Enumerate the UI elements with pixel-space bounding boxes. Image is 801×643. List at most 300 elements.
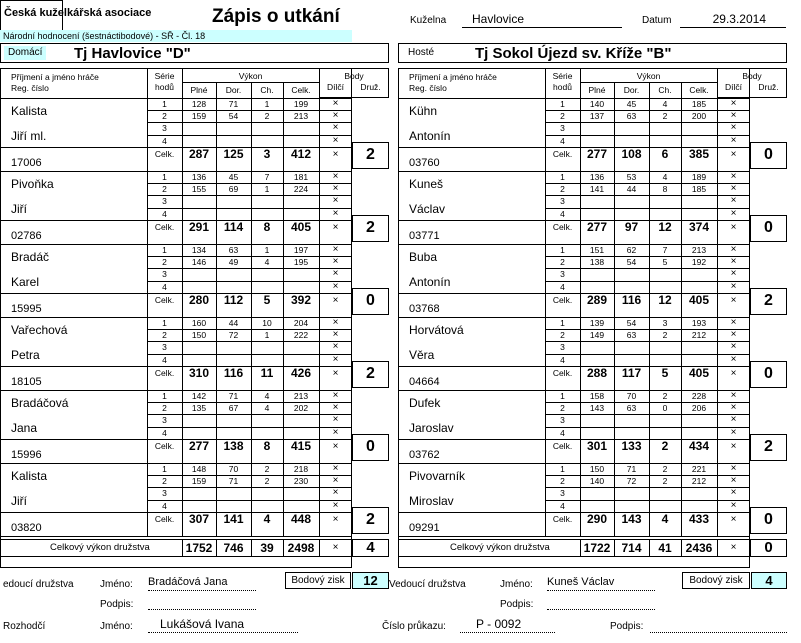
- guest-series-value[interactable]: [649, 500, 681, 512]
- home-series-value[interactable]: 202: [293, 403, 309, 414]
- guest-series-value[interactable]: [649, 414, 681, 426]
- guest-series-value[interactable]: [614, 427, 649, 439]
- guest-series-value[interactable]: 200: [691, 111, 707, 122]
- home-series-value[interactable]: [251, 195, 283, 207]
- home-series-value[interactable]: 72: [228, 330, 239, 341]
- home-series-value[interactable]: [216, 487, 251, 499]
- guest-series-value[interactable]: 137: [589, 111, 605, 122]
- guest-team-total-value: 714: [621, 541, 642, 555]
- home-series-value[interactable]: 128: [191, 99, 207, 109]
- guest-series-value[interactable]: 2: [662, 476, 668, 487]
- guest-team-total-points: 0: [764, 539, 773, 556]
- home-series-value[interactable]: 8: [263, 438, 271, 453]
- card-number[interactable]: [460, 617, 555, 633]
- guest-series-value[interactable]: 63: [626, 403, 637, 414]
- home-series-value[interactable]: 146: [191, 257, 207, 268]
- home-sign-field[interactable]: [148, 596, 256, 610]
- home-series-value[interactable]: 116: [223, 365, 244, 380]
- guest-series-value[interactable]: 151: [589, 245, 605, 255]
- guest-col-line: [649, 171, 650, 244]
- home-series-value[interactable]: 3: [263, 146, 271, 161]
- guest-series-value[interactable]: [681, 281, 717, 293]
- home-series-value[interactable]: 125: [223, 146, 244, 161]
- guest-series-value[interactable]: [649, 195, 681, 207]
- home-series-value[interactable]: [216, 195, 251, 207]
- guest-series-value[interactable]: [580, 122, 614, 134]
- home-series-value[interactable]: [283, 341, 319, 353]
- guest-series-value[interactable]: [681, 354, 717, 366]
- guest-series-value[interactable]: [580, 500, 614, 512]
- home-series-value[interactable]: 160: [191, 318, 207, 328]
- home-series-value[interactable]: 135: [191, 403, 207, 414]
- home-series-value[interactable]: 197: [293, 245, 309, 255]
- home-col-points: Body: [344, 71, 364, 81]
- guest-series-value[interactable]: [649, 281, 681, 293]
- home-series-value[interactable]: 63: [228, 245, 239, 255]
- home-series-value[interactable]: 4: [264, 391, 270, 401]
- guest-leader-name[interactable]: Kuneš Václav: [547, 576, 655, 591]
- home-series-value[interactable]: [182, 195, 216, 207]
- guest-series-value[interactable]: 4: [662, 172, 668, 182]
- home-series-value[interactable]: 112: [223, 292, 244, 307]
- home-series-value[interactable]: [283, 487, 319, 499]
- home-col-line: [283, 171, 284, 244]
- guest-partial-points: ×: [730, 98, 737, 109]
- home-series-value[interactable]: 4: [264, 257, 270, 268]
- home-col-line: [283, 463, 284, 536]
- home-series-value[interactable]: 71: [228, 476, 239, 487]
- home-series-value[interactable]: [283, 135, 319, 147]
- guest-reg-line: [398, 439, 545, 440]
- home-series-value[interactable]: [182, 341, 216, 353]
- guest-hdr-hline: [580, 82, 717, 83]
- guest-series-row: [545, 427, 750, 439]
- home-series-value[interactable]: 412: [290, 146, 312, 161]
- guest-partial-points: ×: [730, 244, 737, 255]
- home-series-value[interactable]: [283, 268, 319, 280]
- guest-series-value[interactable]: 63: [626, 330, 637, 341]
- guest-col-line: [580, 244, 581, 317]
- home-series-value[interactable]: 71: [228, 99, 239, 109]
- home-col-line: [251, 98, 252, 171]
- home-series-value[interactable]: 142: [191, 391, 207, 401]
- home-series-value[interactable]: [182, 268, 216, 280]
- home-series-value[interactable]: [283, 414, 319, 426]
- guest-series-value[interactable]: [681, 208, 717, 220]
- home-series-value[interactable]: 2: [264, 111, 270, 122]
- home-series-value[interactable]: 230: [293, 476, 309, 487]
- guest-series-value[interactable]: [681, 135, 717, 147]
- guest-series-value[interactable]: 228: [691, 391, 707, 401]
- home-series-value[interactable]: [283, 122, 319, 134]
- guest-series-value[interactable]: 3: [662, 318, 668, 328]
- home-series-value[interactable]: [182, 427, 216, 439]
- guest-series-value[interactable]: 149: [589, 330, 605, 341]
- guest-series-row: [545, 487, 750, 499]
- home-series-value[interactable]: 70: [228, 464, 239, 474]
- home-series-value[interactable]: [251, 414, 283, 426]
- guest-series-value[interactable]: [580, 341, 614, 353]
- home-team-total-row: [0, 539, 389, 557]
- guest-series-value[interactable]: 277: [586, 146, 608, 161]
- home-series-value[interactable]: 136: [191, 172, 207, 182]
- home-series-value[interactable]: [216, 341, 251, 353]
- home-series-value[interactable]: 1: [264, 99, 270, 109]
- guest-series-value[interactable]: 143: [589, 403, 605, 414]
- home-player-surname: Vařechová: [11, 323, 68, 337]
- guest-player-firstname: Antonín: [409, 129, 451, 143]
- home-series-value[interactable]: 67: [228, 403, 239, 414]
- guest-player-firstname: Antonín: [409, 275, 451, 289]
- guest-series-value[interactable]: 385: [688, 146, 710, 161]
- home-series-value[interactable]: [216, 500, 251, 512]
- home-series-value[interactable]: 307: [188, 511, 210, 526]
- guest-series-value[interactable]: 4: [661, 511, 669, 526]
- guest-series-value[interactable]: 6: [661, 146, 669, 161]
- home-series-value[interactable]: [216, 268, 251, 280]
- guest-series-value[interactable]: [614, 414, 649, 426]
- guest-series-value[interactable]: [580, 135, 614, 147]
- home-series-value[interactable]: [182, 208, 216, 220]
- guest-series-value[interactable]: [681, 122, 717, 134]
- home-series-value[interactable]: 150: [191, 330, 207, 341]
- guest-series-value[interactable]: 277: [586, 219, 608, 234]
- guest-series-value[interactable]: 63: [626, 111, 637, 122]
- home-series-value[interactable]: 405: [290, 219, 312, 234]
- home-series-value[interactable]: [283, 354, 319, 366]
- referee-sign-field[interactable]: [650, 617, 787, 633]
- home-series-row: [147, 463, 352, 475]
- home-series-value[interactable]: [216, 135, 251, 147]
- home-series-value[interactable]: [182, 500, 216, 512]
- guest-series-value[interactable]: [580, 414, 614, 426]
- guest-series-value[interactable]: 5: [662, 257, 668, 268]
- home-series-value[interactable]: 1: [264, 330, 270, 341]
- home-player-block: [0, 98, 389, 171]
- home-series-value[interactable]: [251, 487, 283, 499]
- guest-series-value[interactable]: 138: [589, 257, 605, 268]
- guest-series-value[interactable]: 97: [624, 219, 639, 234]
- guest-series-value[interactable]: 289: [586, 292, 608, 307]
- home-series-value[interactable]: 415: [290, 438, 312, 453]
- home-series-value[interactable]: [251, 268, 283, 280]
- guest-series-value[interactable]: 45: [626, 99, 637, 109]
- guest-series-value[interactable]: [614, 195, 649, 207]
- referee-name[interactable]: [148, 617, 298, 633]
- home-series-value[interactable]: [216, 427, 251, 439]
- home-series-value[interactable]: [182, 354, 216, 366]
- home-series-value[interactable]: 204: [293, 318, 309, 328]
- home-series-value[interactable]: 195: [293, 257, 309, 268]
- guest-series-value[interactable]: [649, 427, 681, 439]
- home-series-value[interactable]: 1: [264, 184, 270, 195]
- guest-series-value[interactable]: [681, 427, 717, 439]
- home-series-value[interactable]: 213: [293, 111, 309, 122]
- guest-series-value[interactable]: [614, 341, 649, 353]
- home-series-value[interactable]: 45: [228, 172, 239, 182]
- home-series-value[interactable]: 310: [188, 365, 210, 380]
- home-series-value[interactable]: 213: [293, 391, 309, 401]
- guest-series-value[interactable]: 150: [589, 464, 605, 474]
- guest-series-value[interactable]: [580, 281, 614, 293]
- home-series-value[interactable]: [251, 500, 283, 512]
- home-series-value[interactable]: 159: [191, 476, 207, 487]
- home-series-value[interactable]: 218: [293, 464, 309, 474]
- home-series-value[interactable]: 10: [262, 318, 272, 328]
- guest-series-row: [545, 354, 750, 366]
- guest-series-value[interactable]: 301: [586, 438, 608, 453]
- home-series-value[interactable]: [283, 208, 319, 220]
- guest-series-value[interactable]: [649, 135, 681, 147]
- guest-col-points: Body: [742, 71, 762, 81]
- guest-series-value[interactable]: 405: [688, 365, 710, 380]
- guest-series-value[interactable]: 117: [621, 365, 642, 380]
- guest-series-value[interactable]: [681, 414, 717, 426]
- guest-series-value[interactable]: [614, 122, 649, 134]
- home-series-number: 2: [162, 111, 167, 122]
- home-series-value[interactable]: 199: [293, 99, 309, 109]
- guest-series-value[interactable]: 140: [589, 99, 605, 109]
- date-label: Datum: [642, 15, 672, 26]
- home-hdr-vline: [283, 82, 284, 98]
- guest-series-value[interactable]: 4: [662, 99, 668, 109]
- guest-series-value[interactable]: 8: [662, 184, 668, 195]
- guest-series-value[interactable]: 213: [691, 245, 707, 255]
- guest-sign-field[interactable]: [547, 596, 655, 610]
- home-series-value[interactable]: 2: [264, 464, 270, 474]
- home-series-value[interactable]: 54: [228, 111, 239, 122]
- guest-series-value[interactable]: [681, 500, 717, 512]
- guest-series-value[interactable]: 139: [589, 318, 605, 328]
- home-series-value[interactable]: 148: [191, 464, 207, 474]
- guest-series-value[interactable]: 433: [688, 511, 710, 526]
- home-series-value[interactable]: [251, 427, 283, 439]
- guest-series-value[interactable]: [614, 500, 649, 512]
- guest-series-value[interactable]: 108: [621, 146, 642, 161]
- home-series-value[interactable]: [216, 281, 251, 293]
- home-team-points: 0: [352, 434, 389, 461]
- guest-series-value[interactable]: [681, 487, 717, 499]
- guest-series-value[interactable]: 72: [626, 476, 637, 487]
- guest-series-value[interactable]: 53: [626, 172, 637, 182]
- home-series-value[interactable]: 138: [223, 438, 244, 453]
- guest-series-value[interactable]: 2: [662, 464, 668, 474]
- home-series-value[interactable]: [251, 122, 283, 134]
- guest-series-row: [545, 171, 750, 183]
- home-player-reg: 17006: [11, 157, 42, 169]
- home-series-value[interactable]: [182, 281, 216, 293]
- guest-series-value[interactable]: 2: [662, 391, 668, 401]
- guest-series-value[interactable]: 192: [691, 257, 707, 268]
- guest-series-value[interactable]: 193: [691, 318, 707, 328]
- guest-series-value[interactable]: 212: [691, 330, 707, 341]
- home-series-value[interactable]: 155: [191, 184, 207, 195]
- guest-series-value[interactable]: 290: [586, 511, 608, 526]
- home-series-value[interactable]: 4: [264, 403, 270, 414]
- guest-series-value[interactable]: [681, 268, 717, 280]
- guest-series-value[interactable]: 54: [626, 257, 637, 268]
- guest-series-value[interactable]: 221: [691, 464, 707, 474]
- guest-series-value[interactable]: 141: [589, 184, 605, 195]
- home-series-value[interactable]: 114: [223, 219, 244, 234]
- home-series-value[interactable]: 141: [223, 511, 244, 526]
- home-series-value[interactable]: [182, 487, 216, 499]
- guest-block-bottom: [398, 536, 750, 537]
- guest-series-value[interactable]: 12: [658, 292, 672, 307]
- guest-series-value[interactable]: 54: [626, 318, 637, 328]
- home-partial-points: ×: [332, 195, 339, 207]
- home-series-value[interactable]: 44: [228, 318, 239, 328]
- guest-series-value[interactable]: 0: [662, 403, 668, 414]
- home-series-value[interactable]: 392: [290, 292, 312, 307]
- home-series-value[interactable]: 11: [260, 365, 274, 380]
- home-series-value[interactable]: 69: [228, 184, 239, 195]
- guest-series-value[interactable]: [614, 354, 649, 366]
- guest-series-value[interactable]: [614, 135, 649, 147]
- home-series-value[interactable]: [251, 208, 283, 220]
- home-col-clear: Dor.: [225, 85, 242, 95]
- guest-col-line: [545, 171, 546, 244]
- home-leader-name[interactable]: Bradáčová Jana: [148, 576, 256, 591]
- home-series-value[interactable]: 4: [263, 511, 271, 526]
- guest-player-reg: 03768: [409, 303, 440, 315]
- home-series-value[interactable]: 1: [264, 245, 270, 255]
- guest-series-value[interactable]: [580, 268, 614, 280]
- home-series-value[interactable]: [182, 122, 216, 134]
- guest-series-value[interactable]: 2: [662, 111, 668, 122]
- home-series-value[interactable]: [216, 354, 251, 366]
- guest-series-value[interactable]: 288: [586, 365, 608, 380]
- guest-series-value[interactable]: 374: [688, 219, 710, 234]
- guest-series-number: 4: [560, 427, 565, 438]
- guest-series-value[interactable]: [580, 487, 614, 499]
- home-series-value[interactable]: 2: [264, 476, 270, 487]
- guest-series-value[interactable]: 158: [589, 391, 605, 401]
- home-series-value[interactable]: [216, 122, 251, 134]
- guest-series-value[interactable]: [649, 122, 681, 134]
- home-col-line: [147, 98, 148, 171]
- home-series-value[interactable]: [216, 414, 251, 426]
- home-series-value[interactable]: 222: [293, 330, 309, 341]
- alley-field[interactable]: [462, 12, 622, 28]
- home-series-value[interactable]: 8: [263, 219, 271, 234]
- home-leader-label: edoucí družstva: [3, 579, 74, 590]
- guest-series-row: [545, 122, 750, 134]
- home-series-value[interactable]: 277: [188, 438, 210, 453]
- home-series-value[interactable]: [283, 281, 319, 293]
- home-series-value[interactable]: 134: [191, 245, 207, 255]
- guest-series-value[interactable]: [649, 208, 681, 220]
- date-field[interactable]: [680, 12, 786, 28]
- home-series-value[interactable]: [283, 195, 319, 207]
- home-total-row: [147, 220, 352, 232]
- home-series-value[interactable]: [251, 281, 283, 293]
- guest-series-value[interactable]: 405: [688, 292, 710, 307]
- guest-series-value[interactable]: 12: [658, 219, 672, 234]
- guest-series-value[interactable]: [580, 195, 614, 207]
- guest-series-value[interactable]: 44: [626, 184, 637, 195]
- guest-series-value[interactable]: 116: [621, 292, 642, 307]
- guest-series-value[interactable]: [580, 354, 614, 366]
- guest-series-value[interactable]: [649, 268, 681, 280]
- guest-series-value[interactable]: 189: [691, 172, 707, 182]
- home-series-value[interactable]: [182, 135, 216, 147]
- home-partial-points: ×: [332, 414, 339, 426]
- guest-series-value[interactable]: 136: [589, 172, 605, 182]
- home-series-value[interactable]: 71: [228, 391, 239, 401]
- guest-series-value[interactable]: 5: [661, 365, 669, 380]
- guest-series-value[interactable]: [614, 487, 649, 499]
- guest-partial-points: ×: [730, 390, 737, 401]
- home-series-value[interactable]: 287: [188, 146, 210, 161]
- guest-series-value[interactable]: [681, 341, 717, 353]
- guest-series-value[interactable]: [681, 195, 717, 207]
- guest-series-value[interactable]: 212: [691, 476, 707, 487]
- home-series-value[interactable]: 181: [293, 172, 309, 182]
- home-series-value[interactable]: [251, 354, 283, 366]
- guest-series-value[interactable]: 7: [662, 245, 668, 255]
- guest-team-points: 0: [750, 215, 787, 242]
- home-series-row: [147, 354, 352, 366]
- guest-player-surname: Kuneš: [409, 177, 444, 191]
- guest-series-value[interactable]: [580, 208, 614, 220]
- home-series-number: 4: [162, 135, 167, 146]
- home-series-value[interactable]: 426: [290, 365, 312, 380]
- guest-series-value[interactable]: 2: [661, 438, 669, 453]
- home-series-value[interactable]: 224: [293, 184, 309, 195]
- home-series-value[interactable]: [283, 427, 319, 439]
- guest-series-value[interactable]: [649, 341, 681, 353]
- guest-col-line: [649, 244, 650, 317]
- guest-series-value[interactable]: 185: [691, 99, 707, 109]
- guest-series-value[interactable]: 206: [691, 403, 707, 414]
- home-partial-points: ×: [332, 475, 339, 487]
- home-series-value[interactable]: [251, 135, 283, 147]
- home-series-value[interactable]: [216, 208, 251, 220]
- home-col-line: [319, 244, 320, 317]
- home-series-value[interactable]: 291: [188, 219, 210, 234]
- home-series-value[interactable]: 448: [290, 511, 312, 526]
- guest-series-value[interactable]: 185: [691, 184, 707, 195]
- home-series-value[interactable]: [182, 414, 216, 426]
- home-series-value[interactable]: 49: [228, 257, 239, 268]
- guest-series-value[interactable]: 2: [662, 330, 668, 341]
- guest-series-value[interactable]: 62: [626, 245, 637, 255]
- home-series-value[interactable]: 7: [264, 172, 270, 182]
- guest-series-value[interactable]: [614, 281, 649, 293]
- home-hdr-vline: [251, 82, 252, 98]
- guest-series-value[interactable]: [614, 268, 649, 280]
- guest-series-value[interactable]: [649, 487, 681, 499]
- guest-series-value[interactable]: 140: [589, 476, 605, 487]
- home-series-value[interactable]: [283, 500, 319, 512]
- guest-series-value[interactable]: [580, 427, 614, 439]
- home-series-value[interactable]: 280: [188, 292, 210, 307]
- home-series-number: 2: [162, 403, 167, 414]
- guest-series-value[interactable]: 70: [626, 391, 637, 401]
- guest-series-value[interactable]: [614, 208, 649, 220]
- guest-series-value[interactable]: [649, 354, 681, 366]
- guest-hdr-vline: [649, 82, 650, 98]
- guest-series-value[interactable]: 71: [626, 464, 637, 474]
- home-series-value[interactable]: 5: [263, 292, 271, 307]
- home-series-value[interactable]: 159: [191, 111, 207, 122]
- guest-series-value[interactable]: 143: [621, 511, 642, 526]
- home-series-value[interactable]: [251, 341, 283, 353]
- guest-col-reg: Reg. číslo: [409, 83, 447, 93]
- guest-series-value[interactable]: 434: [688, 438, 710, 453]
- guest-series-value[interactable]: 133: [621, 438, 642, 453]
